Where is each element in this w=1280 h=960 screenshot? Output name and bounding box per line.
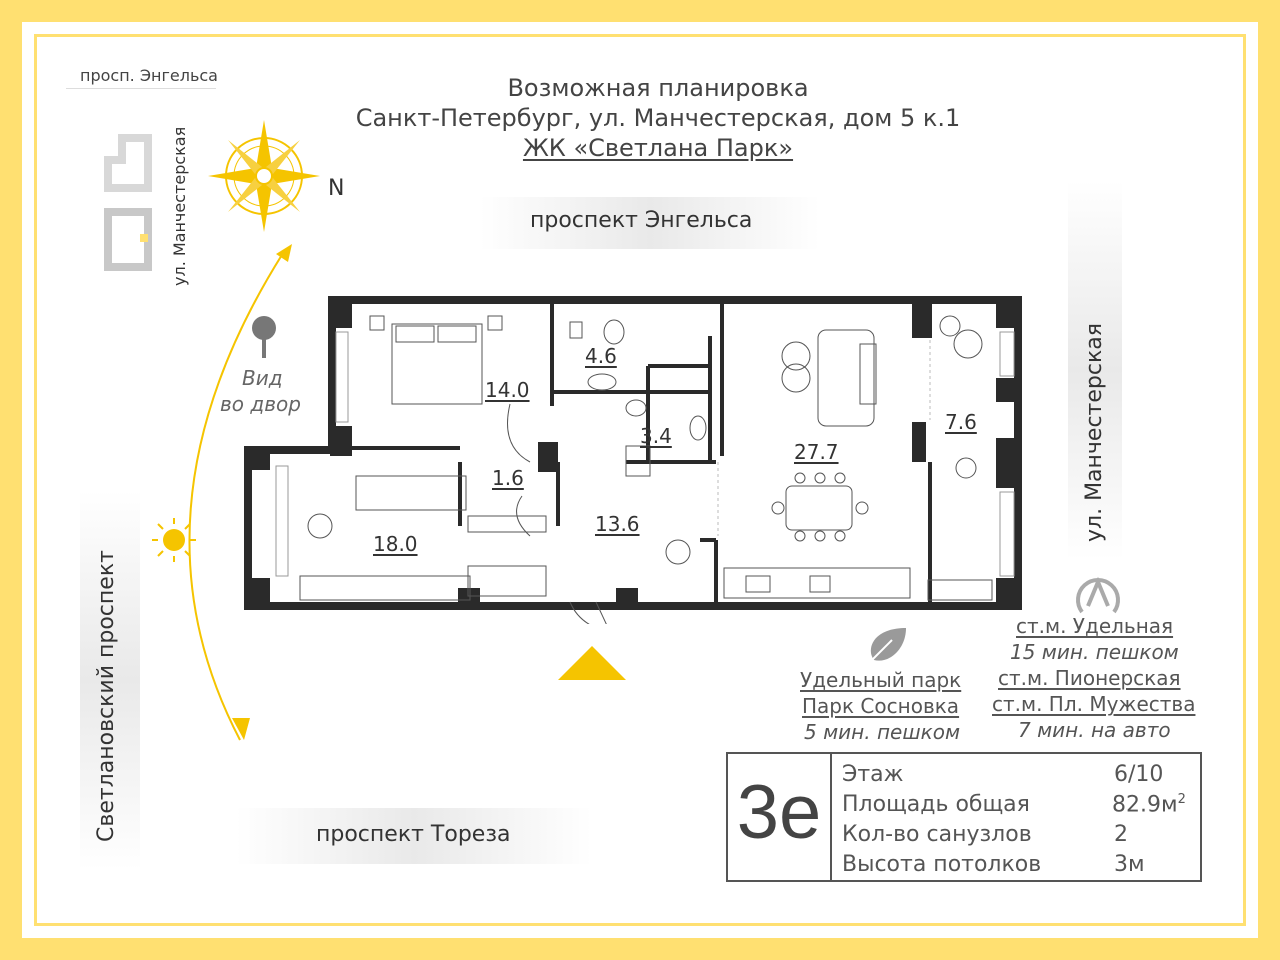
info-label-area: Площадь общая <box>842 792 1030 817</box>
compass-icon <box>204 116 324 236</box>
apartment-type-code: 3е <box>736 770 822 855</box>
view-line1: Вид <box>242 366 283 390</box>
park-1: Удельный парк <box>800 668 962 692</box>
room-area-hall: 13.6 <box>595 512 640 536</box>
park-walk-time: 5 мин. пешком <box>804 720 961 744</box>
header-address: Санкт-Петербург, ул. Манчестерская, дом 5 к.1 <box>355 104 961 132</box>
info-label-floor: Этаж <box>842 762 904 787</box>
metro-walk-time: 15 мин. пешком <box>1010 640 1179 664</box>
mini-map-street-top: просп. Энгельса <box>80 66 218 85</box>
street-bottom-label: проспект Тореза <box>316 822 511 847</box>
mini-map-street-side: ул. Манчестерская <box>170 126 189 286</box>
header-line1: Возможная планировка <box>507 74 809 102</box>
info-value-bathrooms: 2 <box>1114 822 1128 847</box>
area-unit-sup: 2 <box>1177 792 1186 807</box>
info-table-divider <box>830 754 832 880</box>
street-left-label: Светлановский проспект <box>94 550 119 842</box>
info-value-floor: 6/10 <box>1114 762 1164 787</box>
floor-plan <box>240 296 1026 624</box>
view-line2: во двор <box>220 392 301 416</box>
leaf-icon <box>862 624 912 668</box>
metro-station-1: ст.м. Удельная <box>1016 614 1174 638</box>
metro-station-3: ст.м. Пл. Мужества <box>992 692 1196 716</box>
info-value-area <box>1112 792 1186 817</box>
room-area-living: 27.7 <box>794 440 839 464</box>
room-area-bedroom2: 18.0 <box>373 532 418 556</box>
street-right-label: ул. Манчестерская <box>1082 323 1107 542</box>
metro-drive-time: 7 мин. на авто <box>1018 718 1171 742</box>
info-table <box>726 752 1202 882</box>
entrance-arrow-icon <box>556 644 628 682</box>
metro-station-2: ст.м. Пионерская <box>998 666 1181 690</box>
room-area-closet: 1.6 <box>492 466 524 490</box>
info-label-bathrooms: Кол-во санузлов <box>842 822 1032 847</box>
complex-name: ЖК «Светлана Парк» <box>522 134 794 162</box>
street-top-label: проспект Энгельса <box>530 208 753 233</box>
metro-icon <box>1072 572 1124 616</box>
room-area-bath2: 3.4 <box>640 424 672 448</box>
room-area-bath1: 4.6 <box>585 344 617 368</box>
room-area-bedroom: 14.0 <box>485 378 530 402</box>
info-value-ceiling: 3м <box>1114 852 1145 877</box>
info-label-ceiling: Высота потолков <box>842 852 1042 877</box>
room-area-balcony: 7.6 <box>945 410 977 434</box>
area-value: 82.9м <box>1112 792 1178 818</box>
park-2: Парк Сосновка <box>802 694 960 718</box>
compass-north-label: N <box>328 176 345 201</box>
